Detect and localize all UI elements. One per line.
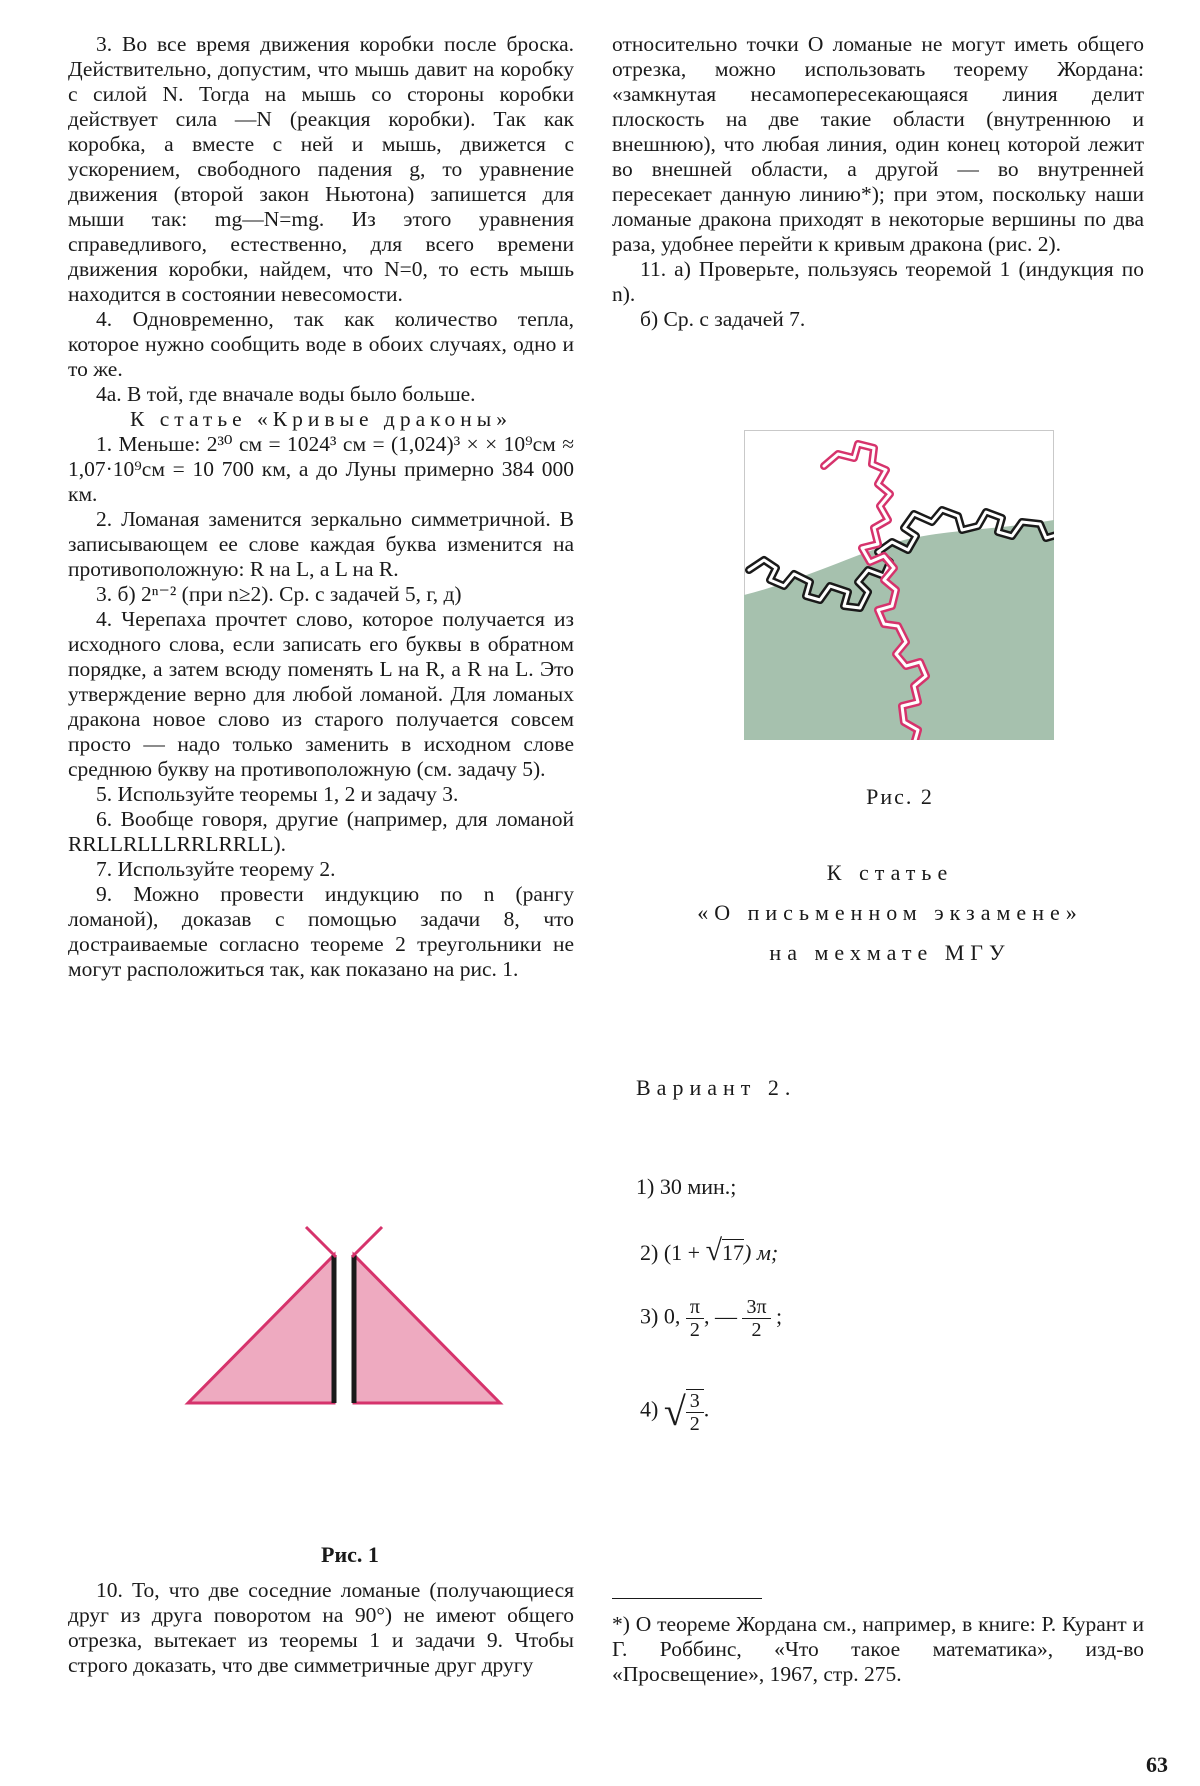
- exam-answer-1: 1) 30 мин.;: [636, 1174, 737, 1199]
- fraction-numerator: 3π: [742, 1296, 770, 1319]
- figure-2-dragon-curves: [744, 430, 1054, 740]
- exam-answer-3: 3) 0, $\frac{\pi}{2}$ , — $\frac{3\pi}{2}$ ;: [640, 1296, 783, 1341]
- fraction-3-over-2: [686, 1389, 704, 1435]
- figure-2-caption: Рис. 2: [866, 784, 934, 809]
- dragon-answer-2: 2. Ломаная заменится зеркально симметричной. В записывающем ее слове каждая буква изменится на противоположную: R на L, а L на R.: [68, 507, 574, 581]
- section-heading-line-3: на мехмате МГУ: [769, 940, 1011, 965]
- fraction-3pi-over-2: [742, 1296, 770, 1341]
- minus-sign: —: [714, 1303, 737, 1329]
- right-column: [612, 32, 1144, 332]
- fraction-numerator: π: [686, 1296, 704, 1319]
- footnote-rule: [612, 1598, 762, 1599]
- sqrt-sign: √: [705, 1234, 723, 1267]
- answer-3-prefix: 3) 0,: [640, 1303, 681, 1329]
- answer-2-root: 17: [722, 1240, 745, 1265]
- figure-1-caption: Рис. 1: [321, 1542, 379, 1567]
- section-heading-line-2: «О письменном экзамене»: [697, 900, 1083, 925]
- answer-4: 4. Одновременно, так как количество тепла, которое нужно сообщить воде в обоих случаях, одно и то же.: [68, 307, 574, 381]
- dragon-answer-11a: 11. а) Проверьте, пользуясь теоремой 1 (индукция по n).: [612, 257, 1144, 306]
- section-heading-line-1: К статье: [826, 860, 954, 885]
- answer-3: 3. Во все время движения коробки после броска. Действительно, допустим, что мышь давит на коробку с силой N. Тогда на мышь со стороны коробки действует сила —N (реакция коробки). Так как коробка, а вместе с ней и мышь, движется с ускорением, свободного падения g, то уравнение движения (второй закон Ньютона) запишется для мыши так: mg—N=mg. Из этого уравнения справедливого, естественно, для всего времени движения коробки, найдем, что N=0, то есть мышь находится в состоянии невесомости.: [68, 32, 574, 306]
- dragon-answer-4: 4. Черепаха прочтет слово, которое получается из исходного слова, если записать его буквы в обратном порядке, а затем всюду поменять L на R, а R на L. Это утверждение верно для любой ломаной. Для ломаных дракона новое слово из старого получается совсем просто — надо только заменить в исходном слове среднюю букву на противоположную (см. задачу 5).: [68, 607, 574, 781]
- left-column: [68, 32, 574, 982]
- dragon-answer-5: 5. Используйте теоремы 1, 2 и задачу 3.: [96, 782, 459, 806]
- dragon-answer-3: 3. б) 2ⁿ⁻² (при n≥2). Ср. с задачей 5, г, д): [96, 582, 462, 606]
- dragon-answer-7: 7. Используйте теорему 2.: [96, 857, 336, 881]
- answer-10: 10. То, что две соседние ломаные (получающиеся друг из друга поворотом на 90°) не имеют общего отрезка, вытекает из теоремы 1 и задачи 9. Чтобы строго доказать, что две симметричные друг другу: [68, 1578, 574, 1677]
- dragon-answer-9: 9. Можно провести индукцию по n (рангу ломаной), доказав с помощью задачи 8, что достраиваемые согласно теореме 2 треугольники не могут расположиться так, как показано на рис. 1.: [68, 882, 574, 981]
- section-heading-dragon-curves: К статье «Кривые драконы»: [130, 407, 512, 431]
- footnote: *) О теореме Жордана см., например, в книге: Р. Курант и Г. Роббинс, «Что такое математика», изд-во «Просвещение», 1967, стр. 275.: [612, 1612, 1144, 1686]
- dragon-answer-6: 6. Вообще говоря, другие (например, для ломаной RRLLRLLLRRLRRLL).: [68, 807, 574, 856]
- variant-label: Вариант 2.: [636, 1075, 797, 1100]
- sqrt-sign: √: [663, 1389, 686, 1434]
- answer-2-suffix: ) м;: [744, 1240, 779, 1265]
- figure-1-triangles: [180, 1225, 520, 1425]
- fraction-denominator: 2: [689, 1412, 700, 1435]
- exam-answer-4: 4) √ $\frac{3}{2}$ .: [640, 1389, 710, 1435]
- exam-answer-2: [640, 1234, 778, 1268]
- dragon-answer-11b: б) Ср. с задачей 7.: [640, 307, 806, 331]
- answer-4a: 4а. В той, где вначале воды было больше.: [96, 382, 476, 406]
- answer-2-prefix: 2) (1 +: [640, 1240, 706, 1265]
- answer-4-prefix: 4): [640, 1396, 659, 1422]
- fraction-numerator: 3: [686, 1390, 704, 1413]
- answer-3-suffix: ;: [776, 1303, 783, 1329]
- fraction-denominator: 2: [751, 1319, 762, 1341]
- answer-10-continued: относительно точки O ломаные не могут иметь общего отрезка, можно использовать теорему Жордана: «замкнутая несамопересекающаяся линия делит плоскость на две такие области (внутреннюю и внешнюю), что любая линия, один конец которой лежит во внешней области, а другой — во внутренней пересекает данную линию*); при этом, поскольку наши ломаные дракона приходят в некоторые вершины по два раза, удобнее перейти к кривым дракона (рис. 2).: [612, 32, 1144, 256]
- page-number: 63: [1146, 1752, 1168, 1777]
- dragon-answer-1: 1. Меньше: 2³⁰ см = 1024³ см = (1,024)³ × × 10⁹см ≈ 1,07·10⁹см = 10 700 км, а до Луны примерно 384 000 км.: [68, 432, 574, 506]
- fraction-pi-over-2: [686, 1296, 704, 1341]
- fraction-denominator: 2: [689, 1319, 700, 1341]
